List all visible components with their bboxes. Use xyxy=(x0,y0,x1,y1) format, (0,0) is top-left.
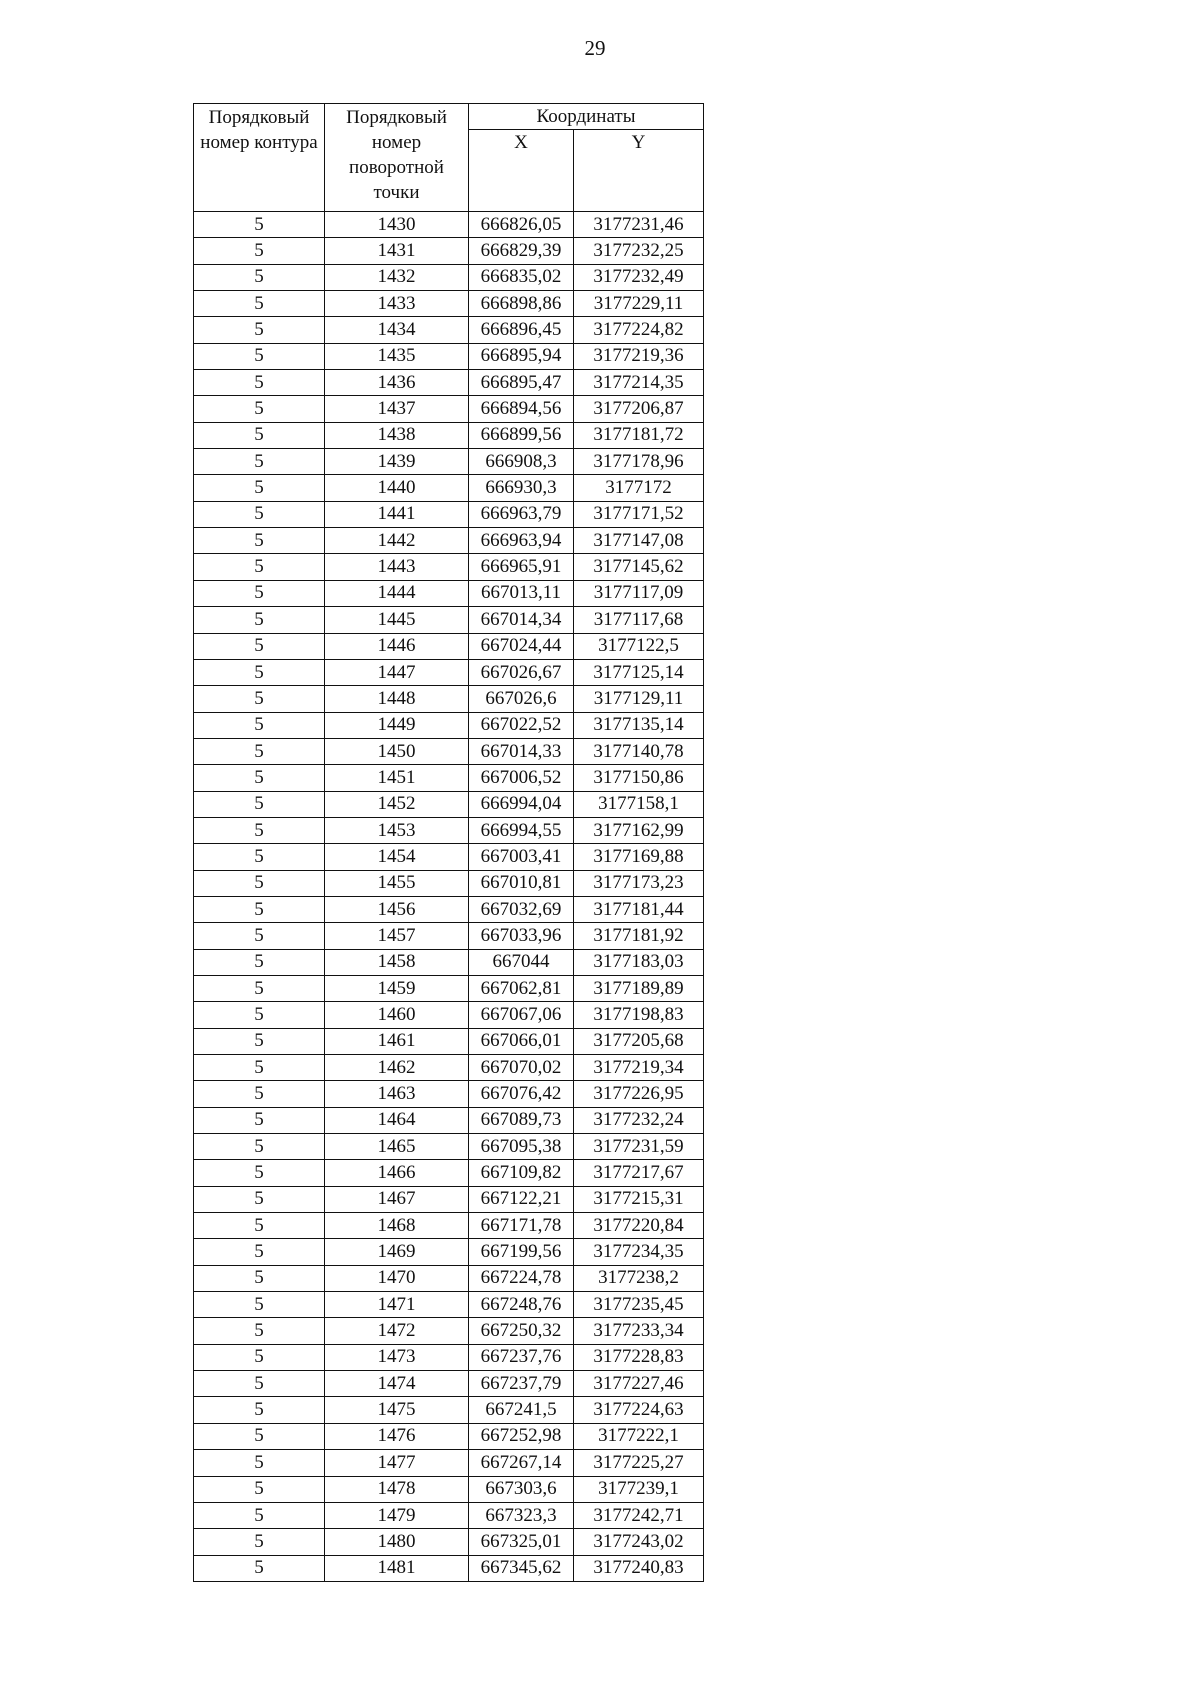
cell-x: 667325,01 xyxy=(469,1529,574,1555)
cell-contour-number: 5 xyxy=(194,923,325,949)
cell-x: 667323,3 xyxy=(469,1502,574,1528)
table-row xyxy=(194,1476,704,1502)
table-row xyxy=(194,923,704,949)
cell-point-number: 1447 xyxy=(325,659,469,685)
cell-contour-number: 5 xyxy=(194,554,325,580)
cell-x: 666899,56 xyxy=(469,422,574,448)
table-row xyxy=(194,396,704,422)
table-row xyxy=(194,212,704,238)
cell-y: 3177205,68 xyxy=(574,1028,704,1054)
cell-point-number: 1433 xyxy=(325,291,469,317)
cell-y: 3177173,23 xyxy=(574,870,704,896)
cell-contour-number: 5 xyxy=(194,791,325,817)
cell-y: 3177232,24 xyxy=(574,1107,704,1133)
cell-y: 3177235,45 xyxy=(574,1292,704,1318)
header-contour-number xyxy=(194,104,325,212)
table-row xyxy=(194,975,704,1001)
header-point-number-label: Порядковый номер поворотной точки xyxy=(346,107,447,203)
cell-point-number: 1459 xyxy=(325,975,469,1001)
cell-contour-number: 5 xyxy=(194,212,325,238)
table-row xyxy=(194,317,704,343)
cell-y: 3177183,03 xyxy=(574,949,704,975)
cell-point-number: 1468 xyxy=(325,1213,469,1239)
header-y: Y xyxy=(574,130,704,212)
cell-contour-number: 5 xyxy=(194,949,325,975)
table-row xyxy=(194,949,704,975)
table-row xyxy=(194,1502,704,1528)
cell-contour-number: 5 xyxy=(194,1160,325,1186)
cell-y: 3177145,62 xyxy=(574,554,704,580)
cell-contour-number: 5 xyxy=(194,1292,325,1318)
cell-x: 667171,78 xyxy=(469,1213,574,1239)
table-row xyxy=(194,607,704,633)
table-row xyxy=(194,659,704,685)
cell-x: 666895,47 xyxy=(469,370,574,396)
cell-x: 667267,14 xyxy=(469,1450,574,1476)
cell-contour-number: 5 xyxy=(194,501,325,527)
cell-y: 3177226,95 xyxy=(574,1081,704,1107)
table-row xyxy=(194,1423,704,1449)
table-row xyxy=(194,844,704,870)
cell-y: 3177217,67 xyxy=(574,1160,704,1186)
cell-point-number: 1430 xyxy=(325,212,469,238)
cell-x: 667303,6 xyxy=(469,1476,574,1502)
cell-contour-number: 5 xyxy=(194,975,325,1001)
cell-point-number: 1444 xyxy=(325,580,469,606)
cell-contour-number: 5 xyxy=(194,1318,325,1344)
cell-x: 667237,79 xyxy=(469,1371,574,1397)
cell-x: 666826,05 xyxy=(469,212,574,238)
cell-x: 667248,76 xyxy=(469,1292,574,1318)
cell-x: 667026,6 xyxy=(469,686,574,712)
cell-point-number: 1436 xyxy=(325,370,469,396)
cell-contour-number: 5 xyxy=(194,528,325,554)
cell-y: 3177238,2 xyxy=(574,1265,704,1291)
cell-x: 667044 xyxy=(469,949,574,975)
cell-x: 667062,81 xyxy=(469,975,574,1001)
cell-y: 3177135,14 xyxy=(574,712,704,738)
table-row xyxy=(194,1055,704,1081)
cell-point-number: 1449 xyxy=(325,712,469,738)
cell-contour-number: 5 xyxy=(194,633,325,659)
table-row xyxy=(194,1344,704,1370)
cell-point-number: 1460 xyxy=(325,1002,469,1028)
table-row xyxy=(194,765,704,791)
table-row xyxy=(194,1002,704,1028)
cell-x: 667250,32 xyxy=(469,1318,574,1344)
cell-point-number: 1456 xyxy=(325,896,469,922)
cell-y: 3177243,02 xyxy=(574,1529,704,1555)
cell-contour-number: 5 xyxy=(194,449,325,475)
page-number: 29 xyxy=(584,36,606,60)
table-row xyxy=(194,1292,704,1318)
cell-contour-number: 5 xyxy=(194,343,325,369)
cell-contour-number: 5 xyxy=(194,1476,325,1502)
table-body xyxy=(194,212,704,1582)
cell-contour-number: 5 xyxy=(194,844,325,870)
cell-point-number: 1472 xyxy=(325,1318,469,1344)
table-row xyxy=(194,238,704,264)
cell-point-number: 1464 xyxy=(325,1107,469,1133)
cell-contour-number: 5 xyxy=(194,317,325,343)
cell-contour-number: 5 xyxy=(194,396,325,422)
cell-y: 3177224,63 xyxy=(574,1397,704,1423)
cell-point-number: 1441 xyxy=(325,501,469,527)
cell-point-number: 1440 xyxy=(325,475,469,501)
cell-contour-number: 5 xyxy=(194,422,325,448)
table-header xyxy=(194,104,704,212)
header-contour-number-label: Порядковый номер контура xyxy=(200,107,318,153)
cell-contour-number: 5 xyxy=(194,1265,325,1291)
cell-y: 3177227,46 xyxy=(574,1371,704,1397)
cell-point-number: 1432 xyxy=(325,264,469,290)
cell-y: 3177215,31 xyxy=(574,1186,704,1212)
header-point-number xyxy=(325,104,469,212)
table-row xyxy=(194,896,704,922)
cell-point-number: 1478 xyxy=(325,1476,469,1502)
cell-x: 666894,56 xyxy=(469,396,574,422)
cell-x: 667076,42 xyxy=(469,1081,574,1107)
cell-y: 3177229,11 xyxy=(574,291,704,317)
table-row xyxy=(194,1450,704,1476)
cell-point-number: 1435 xyxy=(325,343,469,369)
cell-contour-number: 5 xyxy=(194,765,325,791)
cell-contour-number: 5 xyxy=(194,686,325,712)
table-row xyxy=(194,870,704,896)
table-row xyxy=(194,1160,704,1186)
cell-point-number: 1434 xyxy=(325,317,469,343)
cell-y: 3177140,78 xyxy=(574,738,704,764)
cell-x: 667033,96 xyxy=(469,923,574,949)
cell-contour-number: 5 xyxy=(194,1423,325,1449)
cell-y: 3177147,08 xyxy=(574,528,704,554)
cell-point-number: 1475 xyxy=(325,1397,469,1423)
cell-y: 3177171,52 xyxy=(574,501,704,527)
table-row xyxy=(194,1213,704,1239)
cell-x: 667022,52 xyxy=(469,712,574,738)
cell-x: 666963,94 xyxy=(469,528,574,554)
table-row xyxy=(194,1371,704,1397)
cell-y: 3177189,89 xyxy=(574,975,704,1001)
cell-y: 3177222,1 xyxy=(574,1423,704,1449)
table-row xyxy=(194,686,704,712)
cell-point-number: 1474 xyxy=(325,1371,469,1397)
cell-x: 667237,76 xyxy=(469,1344,574,1370)
cell-x: 667109,82 xyxy=(469,1160,574,1186)
cell-contour-number: 5 xyxy=(194,580,325,606)
cell-contour-number: 5 xyxy=(194,475,325,501)
cell-x: 667199,56 xyxy=(469,1239,574,1265)
table-row xyxy=(194,1265,704,1291)
cell-y: 3177232,49 xyxy=(574,264,704,290)
cell-x: 667224,78 xyxy=(469,1265,574,1291)
cell-contour-number: 5 xyxy=(194,1055,325,1081)
cell-x: 667014,33 xyxy=(469,738,574,764)
cell-x: 667070,02 xyxy=(469,1055,574,1081)
table-row xyxy=(194,1028,704,1054)
cell-point-number: 1479 xyxy=(325,1502,469,1528)
cell-y: 3177239,1 xyxy=(574,1476,704,1502)
cell-y: 3177172 xyxy=(574,475,704,501)
cell-y: 3177129,11 xyxy=(574,686,704,712)
table-row xyxy=(194,791,704,817)
cell-x: 667032,69 xyxy=(469,896,574,922)
cell-point-number: 1454 xyxy=(325,844,469,870)
cell-x: 666829,39 xyxy=(469,238,574,264)
cell-y: 3177225,27 xyxy=(574,1450,704,1476)
cell-y: 3177232,25 xyxy=(574,238,704,264)
cell-y: 3177240,83 xyxy=(574,1555,704,1581)
table-row xyxy=(194,501,704,527)
cell-point-number: 1457 xyxy=(325,923,469,949)
cell-point-number: 1462 xyxy=(325,1055,469,1081)
cell-contour-number: 5 xyxy=(194,1134,325,1160)
cell-contour-number: 5 xyxy=(194,291,325,317)
table-row xyxy=(194,580,704,606)
cell-x: 667345,62 xyxy=(469,1555,574,1581)
cell-x: 667013,11 xyxy=(469,580,574,606)
table-row xyxy=(194,633,704,659)
table-row xyxy=(194,422,704,448)
table-row xyxy=(194,817,704,843)
cell-point-number: 1431 xyxy=(325,238,469,264)
table-row xyxy=(194,291,704,317)
cell-y: 3177228,83 xyxy=(574,1344,704,1370)
cell-point-number: 1467 xyxy=(325,1186,469,1212)
cell-y: 3177117,09 xyxy=(574,580,704,606)
table-row xyxy=(194,343,704,369)
coordinates-table xyxy=(193,103,704,1582)
table-row xyxy=(194,264,704,290)
cell-y: 3177158,1 xyxy=(574,791,704,817)
cell-point-number: 1466 xyxy=(325,1160,469,1186)
cell-x: 666908,3 xyxy=(469,449,574,475)
header-coordinates: Координаты xyxy=(469,104,704,130)
cell-y: 3177206,87 xyxy=(574,396,704,422)
cell-y: 3177150,86 xyxy=(574,765,704,791)
cell-point-number: 1458 xyxy=(325,949,469,975)
cell-x: 667014,34 xyxy=(469,607,574,633)
cell-y: 3177234,35 xyxy=(574,1239,704,1265)
cell-y: 3177220,84 xyxy=(574,1213,704,1239)
cell-contour-number: 5 xyxy=(194,1450,325,1476)
cell-contour-number: 5 xyxy=(194,607,325,633)
cell-x: 666896,45 xyxy=(469,317,574,343)
cell-point-number: 1455 xyxy=(325,870,469,896)
cell-x: 667095,38 xyxy=(469,1134,574,1160)
table-row xyxy=(194,1318,704,1344)
cell-point-number: 1452 xyxy=(325,791,469,817)
table-row xyxy=(194,1134,704,1160)
cell-point-number: 1461 xyxy=(325,1028,469,1054)
cell-x: 667089,73 xyxy=(469,1107,574,1133)
cell-contour-number: 5 xyxy=(194,817,325,843)
cell-point-number: 1446 xyxy=(325,633,469,659)
cell-point-number: 1473 xyxy=(325,1344,469,1370)
table-row xyxy=(194,1107,704,1133)
cell-x: 667024,44 xyxy=(469,633,574,659)
cell-contour-number: 5 xyxy=(194,1529,325,1555)
table-row xyxy=(194,475,704,501)
cell-y: 3177125,14 xyxy=(574,659,704,685)
table-row xyxy=(194,712,704,738)
cell-x: 667122,21 xyxy=(469,1186,574,1212)
cell-y: 3177242,71 xyxy=(574,1502,704,1528)
table-row xyxy=(194,554,704,580)
table-row xyxy=(194,1529,704,1555)
cell-point-number: 1439 xyxy=(325,449,469,475)
cell-x: 667010,81 xyxy=(469,870,574,896)
header-x: X xyxy=(469,130,574,212)
cell-y: 3177122,5 xyxy=(574,633,704,659)
cell-x: 667026,67 xyxy=(469,659,574,685)
cell-point-number: 1463 xyxy=(325,1081,469,1107)
table-row xyxy=(194,1555,704,1581)
cell-y: 3177214,35 xyxy=(574,370,704,396)
cell-x: 666994,55 xyxy=(469,817,574,843)
cell-contour-number: 5 xyxy=(194,1186,325,1212)
table-row xyxy=(194,528,704,554)
cell-contour-number: 5 xyxy=(194,238,325,264)
cell-contour-number: 5 xyxy=(194,1028,325,1054)
cell-point-number: 1480 xyxy=(325,1529,469,1555)
cell-point-number: 1437 xyxy=(325,396,469,422)
cell-x: 666994,04 xyxy=(469,791,574,817)
cell-x: 666930,3 xyxy=(469,475,574,501)
cell-y: 3177219,36 xyxy=(574,343,704,369)
cell-x: 667241,5 xyxy=(469,1397,574,1423)
cell-point-number: 1450 xyxy=(325,738,469,764)
cell-contour-number: 5 xyxy=(194,264,325,290)
cell-point-number: 1451 xyxy=(325,765,469,791)
cell-contour-number: 5 xyxy=(194,1344,325,1370)
cell-point-number: 1465 xyxy=(325,1134,469,1160)
cell-y: 3177198,83 xyxy=(574,1002,704,1028)
cell-point-number: 1476 xyxy=(325,1423,469,1449)
table-row xyxy=(194,1081,704,1107)
cell-x: 666835,02 xyxy=(469,264,574,290)
cell-contour-number: 5 xyxy=(194,659,325,685)
table-row xyxy=(194,738,704,764)
cell-x: 666895,94 xyxy=(469,343,574,369)
cell-point-number: 1443 xyxy=(325,554,469,580)
cell-point-number: 1471 xyxy=(325,1292,469,1318)
table-row xyxy=(194,449,704,475)
cell-point-number: 1445 xyxy=(325,607,469,633)
cell-x: 667066,01 xyxy=(469,1028,574,1054)
cell-x: 667006,52 xyxy=(469,765,574,791)
cell-y: 3177224,82 xyxy=(574,317,704,343)
cell-y: 3177231,46 xyxy=(574,212,704,238)
cell-contour-number: 5 xyxy=(194,1502,325,1528)
cell-contour-number: 5 xyxy=(194,1371,325,1397)
cell-y: 3177162,99 xyxy=(574,817,704,843)
cell-y: 3177233,34 xyxy=(574,1318,704,1344)
cell-x: 667252,98 xyxy=(469,1423,574,1449)
cell-point-number: 1448 xyxy=(325,686,469,712)
cell-point-number: 1442 xyxy=(325,528,469,554)
table-row xyxy=(194,370,704,396)
cell-point-number: 1453 xyxy=(325,817,469,843)
table-row xyxy=(194,1186,704,1212)
cell-y: 3177231,59 xyxy=(574,1134,704,1160)
cell-contour-number: 5 xyxy=(194,896,325,922)
cell-point-number: 1470 xyxy=(325,1265,469,1291)
cell-x: 667067,06 xyxy=(469,1002,574,1028)
cell-point-number: 1469 xyxy=(325,1239,469,1265)
cell-y: 3177178,96 xyxy=(574,449,704,475)
cell-y: 3177169,88 xyxy=(574,844,704,870)
cell-contour-number: 5 xyxy=(194,712,325,738)
cell-point-number: 1438 xyxy=(325,422,469,448)
cell-contour-number: 5 xyxy=(194,1397,325,1423)
cell-contour-number: 5 xyxy=(194,1213,325,1239)
table-row xyxy=(194,1397,704,1423)
cell-contour-number: 5 xyxy=(194,870,325,896)
cell-x: 666963,79 xyxy=(469,501,574,527)
cell-contour-number: 5 xyxy=(194,1002,325,1028)
cell-y: 3177181,44 xyxy=(574,896,704,922)
cell-contour-number: 5 xyxy=(194,370,325,396)
cell-y: 3177117,68 xyxy=(574,607,704,633)
cell-contour-number: 5 xyxy=(194,1107,325,1133)
cell-y: 3177181,92 xyxy=(574,923,704,949)
cell-contour-number: 5 xyxy=(194,1081,325,1107)
cell-point-number: 1477 xyxy=(325,1450,469,1476)
cell-contour-number: 5 xyxy=(194,1239,325,1265)
cell-x: 666898,86 xyxy=(469,291,574,317)
cell-point-number: 1481 xyxy=(325,1555,469,1581)
cell-y: 3177181,72 xyxy=(574,422,704,448)
cell-x: 666965,91 xyxy=(469,554,574,580)
cell-contour-number: 5 xyxy=(194,738,325,764)
cell-x: 667003,41 xyxy=(469,844,574,870)
table-row xyxy=(194,1239,704,1265)
cell-y: 3177219,34 xyxy=(574,1055,704,1081)
cell-contour-number: 5 xyxy=(194,1555,325,1581)
